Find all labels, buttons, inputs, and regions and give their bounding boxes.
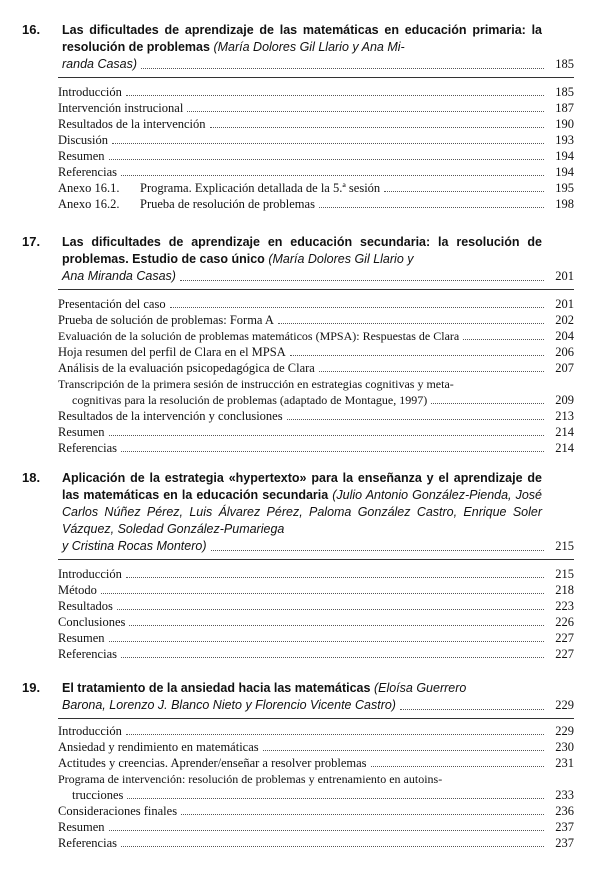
list-item-continuation [58,787,574,803]
entry-label: Resultados de la intervención [58,117,206,131]
list-item [58,408,574,424]
chapter-authors: (Eloísa Guerrero [373,681,467,695]
list-item [58,755,574,771]
entry-label: Actitudes y creencias. Aprender/enseñar a resolver problemas [58,756,367,770]
dot-leader [263,750,544,751]
dot-leader [121,846,544,847]
entry-list [58,566,574,662]
dot-leader [109,830,544,831]
entry-page: 194 [555,165,574,179]
list-item [58,819,574,835]
list-item [58,771,574,787]
annex-number: Anexo 16.1. [58,181,120,195]
entry-page: 185 [555,85,574,99]
dot-leader [211,550,545,551]
list-item [58,566,574,582]
entry-page: 227 [555,631,574,645]
entry-page: 193 [555,133,574,147]
entry-page: 223 [555,599,574,613]
list-item [58,614,574,630]
annex-title: Prueba de resolución de problemas [140,197,315,211]
dot-leader [319,207,544,208]
chapter-title-last-line [62,56,574,73]
entry-label: Intervención instrucional [58,101,184,115]
list-item [58,116,574,132]
chapter-16 [22,22,574,212]
entry-page: 233 [555,788,574,802]
dot-leader [121,657,544,658]
entry-label: Prueba de solución de problemas: Forma A [58,313,274,327]
entry-page: 236 [555,804,574,818]
entry-label: Discusión [58,133,108,147]
entry-label: Consideraciones finales [58,804,178,818]
entry-label: Resumen [58,425,105,439]
dot-leader [117,609,544,610]
entry-label: Introducción [58,724,122,738]
entry-label: Ansiedad y rendimiento en matemáticas [58,740,259,754]
chapter-number: 18. [22,470,41,485]
list-item [58,723,574,739]
chapter-title-text: El tratamiento de la ansiedad hacia las matemáticas [62,681,371,695]
entry-label: Referencias [58,441,117,455]
list-item [58,328,574,344]
chapter-title-last-line [62,538,574,555]
dot-leader [181,814,544,815]
entry-page: 226 [555,615,574,629]
entry-label: Resumen [58,820,105,834]
dot-leader [129,625,544,626]
list-item [58,424,574,440]
chapter-authors: (Julio Antonio González-Pienda, José Carlos Núñez Pérez, Luis Álvarez Pérez, Paloma González Castro, Enrique Soler Vázquez, Soledad González-Pumariega [62,488,542,536]
section-divider [58,559,574,560]
chapter-authors-end: y Cristina Rocas Montero) [62,539,207,553]
chapter-title [62,680,542,697]
dot-leader [187,111,544,112]
list-item [58,312,574,328]
dot-leader [287,419,544,420]
entry-page: 201 [555,297,574,311]
chapter-number: 17. [22,234,41,249]
entry-label: Resumen [58,149,105,163]
entry-label [58,196,315,212]
chapter-19 [22,680,574,851]
dot-leader [126,95,544,96]
list-item [58,296,574,312]
dot-leader [127,798,544,799]
entry-page: 194 [555,149,574,163]
entry-page: 204 [555,329,574,343]
annex-title: Programa. Explicación detallada de la 5.ª sesión [140,181,381,195]
list-item [58,646,574,662]
list-item [58,84,574,100]
entry-label: Referencias [58,836,117,850]
entry-page: 214 [555,425,574,439]
chapter-heading [22,234,574,285]
dot-leader [170,307,544,308]
chapter-page-number: 185 [555,57,574,71]
chapter-authors-end: Ana Miranda Casas) [62,269,176,283]
dot-leader [431,403,544,404]
entry-page: 218 [555,583,574,597]
chapter-title-last-line [62,697,574,714]
list-item [58,376,574,392]
list-item-continuation [58,392,574,408]
list-item [58,598,574,614]
dot-leader [121,451,544,452]
entry-page: 207 [555,361,574,375]
entry-page: 213 [555,409,574,423]
list-item [58,100,574,116]
dot-leader [141,68,544,69]
chapter-title-text: Las dificultades de aprendizaje en educación secundaria: la resolución de problemas. Estudio de caso único [62,235,542,266]
entry-page: 227 [555,647,574,661]
chapter-authors-end: randa Casas) [62,57,138,71]
chapter-title [62,470,542,538]
dot-leader [384,191,544,192]
entry-page: 230 [555,740,574,754]
entry-page: 237 [555,820,574,834]
entry-page: 198 [555,197,574,211]
entry-label: Conclusiones [58,615,126,629]
list-item [58,344,574,360]
entry-label [58,180,380,196]
chapter-title-text: Las dificultades de aprendizaje de las matemáticas en educación primaria: la resolución de problemas [62,23,542,54]
entry-page: 215 [555,567,574,581]
entry-page: 195 [555,181,574,195]
entry-page: 231 [555,756,574,770]
entry-page: 202 [555,313,574,327]
chapter-page-number: 215 [555,539,574,553]
dot-leader [109,435,544,436]
dot-leader [210,127,544,128]
chapter-page-number: 229 [555,698,574,712]
list-item [58,132,574,148]
chapter-heading [22,22,574,73]
entry-label: Introducción [58,85,122,99]
chapter-title-text: Aplicación de la estrategia «hypertexto» para la enseñanza y el aprendizaje de las matemáticas en la educación secundaria [62,471,542,502]
chapter-authors: (María Dolores Gil Llario y Ana Mi- [213,40,405,54]
section-divider [58,289,574,290]
chapter-title [62,22,542,56]
chapter-18 [22,470,574,662]
dot-leader [290,355,544,356]
chapter-authors-end: Barona, Lorenzo J. Blanco Nieto y Florencio Vicente Castro) [62,698,396,712]
dot-leader [463,339,544,340]
list-item [58,582,574,598]
entry-label: Presentación del caso [58,297,166,311]
dot-leader [126,577,544,578]
chapter-number: 16. [22,22,41,37]
entry-page: 229 [555,724,574,738]
list-item [58,630,574,646]
section-divider [58,718,574,719]
chapter-number: 19. [22,680,41,695]
list-item [58,196,574,212]
entry-list [58,723,574,851]
chapter-title-last-line [62,268,574,285]
list-item [58,180,574,196]
entry-label: Evaluación de la solución de problemas matemáticos (MPSA): Respuestas de Clara [58,329,460,343]
section-divider [58,77,574,78]
entry-label: Referencias [58,165,117,179]
entry-label: Transcripción de la primera sesión de instrucción en estrategias cognitivas y meta- [58,377,454,391]
dot-leader [126,734,544,735]
entry-label: Hoja resumen del perfil de Clara en el MPSA [58,345,286,359]
entry-page: 214 [555,441,574,455]
dot-leader [278,323,544,324]
dot-leader [400,709,544,710]
dot-leader [112,143,544,144]
list-item [58,739,574,755]
entry-label: cognitivas para la resolución de problemas (adaptado de Montague, 1997) [72,393,428,407]
entry-label: Resultados de la intervención y conclusiones [58,409,283,423]
dot-leader [109,159,544,160]
chapter-page-number: 201 [555,269,574,283]
chapter-authors: (María Dolores Gil Llario y [268,252,414,266]
dot-leader [371,766,544,767]
dot-leader [319,371,544,372]
entry-list [58,84,574,212]
entry-label: Referencias [58,647,117,661]
entry-page: 187 [555,101,574,115]
list-item [58,360,574,376]
dot-leader [121,175,544,176]
entry-list [58,296,574,456]
annex-number: Anexo 16.2. [58,197,120,211]
entry-label: Introducción [58,567,122,581]
dot-leader [101,593,544,594]
entry-label: trucciones [72,788,124,802]
list-item [58,148,574,164]
list-item [58,803,574,819]
chapter-title [62,234,542,268]
dot-leader [109,641,544,642]
entry-page: 190 [555,117,574,131]
entry-label: Resultados [58,599,113,613]
entry-page: 209 [555,393,574,407]
entry-label: Programa de intervención: resolución de problemas y entrenamiento en autoins- [58,772,443,786]
list-item [58,440,574,456]
list-item [58,164,574,180]
entry-page: 237 [555,836,574,850]
chapter-heading [22,470,574,555]
entry-page: 206 [555,345,574,359]
dot-leader [180,280,544,281]
entry-label: Resumen [58,631,105,645]
list-item [58,835,574,851]
chapter-17 [22,234,574,456]
chapter-heading [22,680,574,714]
entry-label: Método [58,583,97,597]
entry-label: Análisis de la evaluación psicopedagógica de Clara [58,361,315,375]
